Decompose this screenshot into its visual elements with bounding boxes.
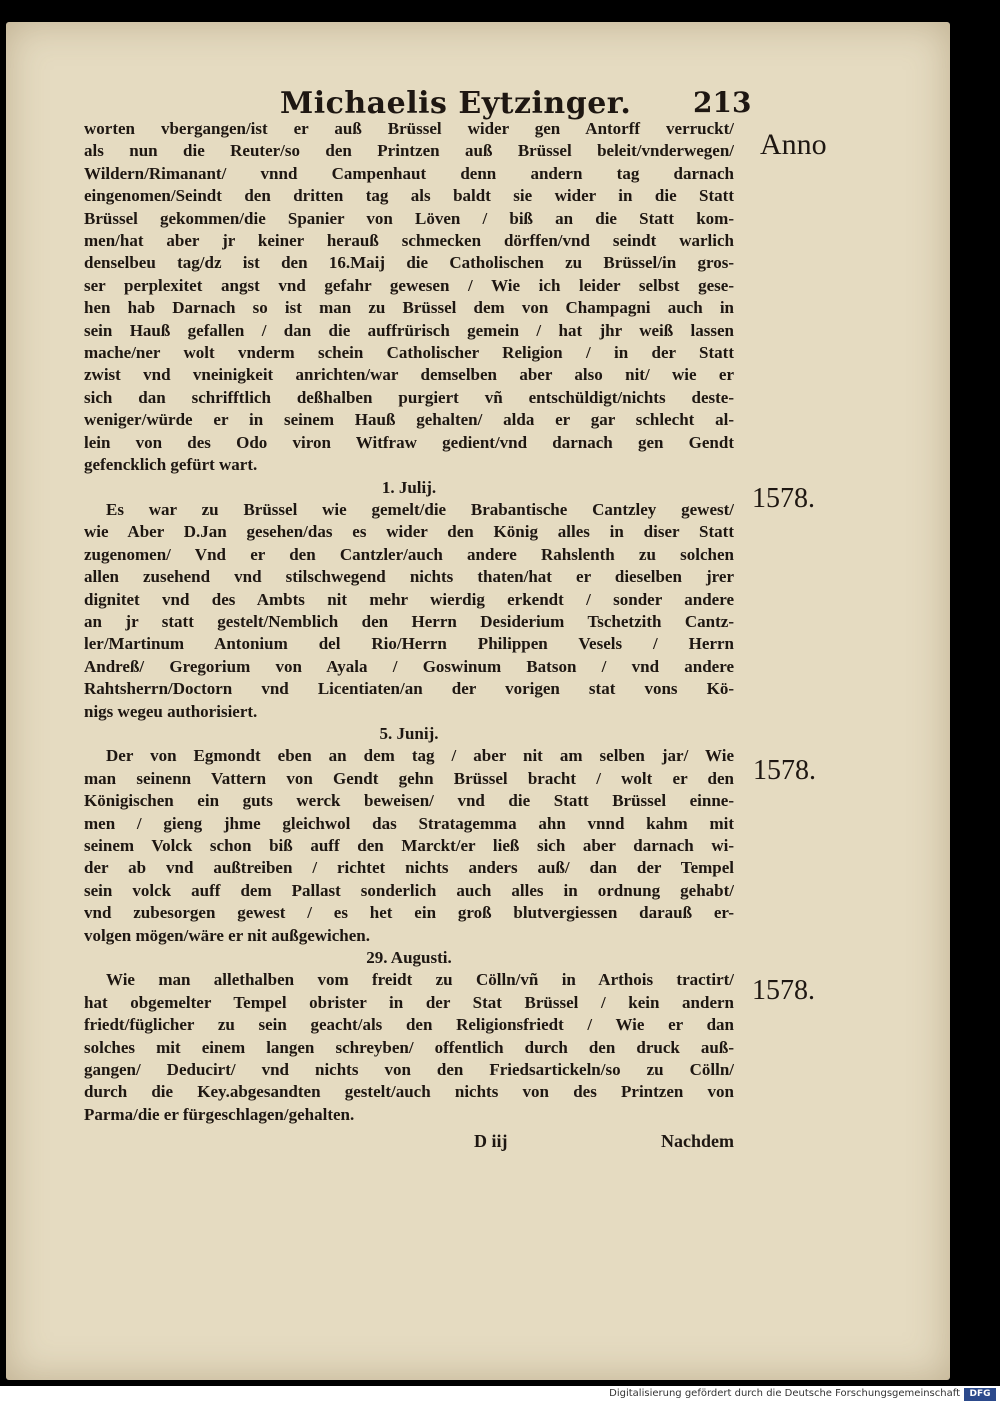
text-line: denselbeu tag/dz ist den 16.Maij die Catholischen zu Brüssel/in gros- xyxy=(84,253,734,273)
text-line: Andreß/ Gregorium von Ayala / Goswinum Batson / vnd andere xyxy=(84,656,734,676)
margin-year-1: 1578. xyxy=(752,483,815,514)
margin-year-3: 1578. xyxy=(752,975,815,1006)
date-heading-1: 1. Julij. xyxy=(381,477,437,497)
text-line: Der von Egmondt eben an dem tag / aber nit am selben jar/ Wie xyxy=(106,746,734,766)
paragraph-1 xyxy=(84,118,734,477)
text-line: men / gieng jhme gleichwol das Stratagemma ahn vnnd kahm mit xyxy=(84,813,734,833)
running-title: Michaelis Eytzinger. xyxy=(280,86,632,121)
text-line: solches mit einem langen schreyben/ offentlich durch den druck auß- xyxy=(84,1037,734,1057)
text-line: seinem Volck schon biß auff den Marckt/er ließ sich aber darnach wi- xyxy=(84,836,734,855)
catchword: Nachdem xyxy=(661,1131,734,1152)
text-line: gangen/ Deducirt/ vnd nichts von den Friedsartickeln/so zu Cölln/ xyxy=(84,1060,734,1080)
text-line: als nun die Reuter/so den Printzen auß Brüssel beleit/vnderwegen/ xyxy=(84,141,734,161)
footer-bar xyxy=(0,1386,1000,1404)
text-line: Königischen ein guts werck beweisen/ vnd die Statt Brüssel einne- xyxy=(84,791,734,811)
text-line: hen hab Darnach so ist man zu Brüssel dem von Champagni auch in xyxy=(84,298,734,318)
text-line: worten vbergangen/ist er auß Brüssel wider gen Antorff verruckt/ xyxy=(84,119,734,138)
text-line: friedt/füglicher zu sein geacht/als den Religionsfriedt / Wie er dan xyxy=(84,1015,734,1035)
funding-credit: Digitalisierung gefördert durch die Deutsche Forschungsgemeinschaft xyxy=(609,1388,960,1399)
text-line: vnd zubesorgen gewest / es het ein groß blutvergiessen darauß er- xyxy=(84,903,734,923)
paragraph-2 xyxy=(84,499,734,723)
text-line: sich dan schrifftlich deßhalben purgiert vñ entschüldigt/nichts deste- xyxy=(84,387,734,407)
text-line: hat obgemelter Tempel obrister in der Stat Brüssel / kein andern xyxy=(84,992,734,1012)
page-foot xyxy=(84,1130,734,1152)
text-line: der ab vnd außtreiben / richtet nichts anders auß/ dan der Tempel xyxy=(84,858,734,878)
text-line: mache/ner wolt vnderm schein Catholischer Religion / in der Statt xyxy=(84,343,734,363)
text-line: Es war zu Brüssel wie gemelt/die Brabantische Cantzley gewest/ xyxy=(106,499,734,519)
text-line: volgen mögen/wäre er nit außgewichen. xyxy=(84,925,370,945)
text-line: sein Hauß gefallen / dan die auffrürisch gemein / hat jhr weiß lassen xyxy=(84,320,734,340)
paragraph-3 xyxy=(84,745,734,947)
text-line: Parma/die er fürgeschlagen/gehalten. xyxy=(84,1104,355,1124)
text-line: dignitet vnd des Ambts nit mehr wierdig erkendt / sonder andere xyxy=(84,589,734,609)
text-line: eingenomen/Seindt den dritten tag als baldt sie wider in die Statt xyxy=(84,186,734,206)
text-line: ler/Martinum Antonium del Rio/Herrn Philippen Vesels / Herrn xyxy=(84,634,734,654)
text-line: nigs wegeu authorisiert. xyxy=(84,701,258,721)
text-line: zwist vnd vneinigkeit anrichten/war demselben aber also nit/ wie er xyxy=(84,365,734,385)
text-line: gefencklich gefürt wart. xyxy=(84,455,258,475)
text-line: wie Aber D.Jan gesehen/das es wider den König alles in diser Statt xyxy=(84,522,734,542)
text-line: durch die Key.abgesandten gestelt/auch nichts von des Printzen von xyxy=(84,1082,734,1102)
text-line: sein volck auff dem Pallast sonderlich auch alles in ordnung gehabt/ xyxy=(84,880,734,900)
text-line: lein von des Odo viron Witfraw gedient/vnd darnach gen Gendt xyxy=(84,432,734,452)
signature-mark: D iij xyxy=(474,1131,508,1152)
body-text xyxy=(84,118,734,1153)
margin-year-2: 1578. xyxy=(753,755,816,786)
text-line: Rahtsherrn/Doctorn vnd Licentiaten/an der vorigen stat vons Kö- xyxy=(84,679,734,699)
text-line: men/hat aber jr keiner herauß schmecken dörffen/vnd seindt warlich xyxy=(84,231,734,251)
paragraph-4 xyxy=(84,969,734,1126)
date-heading-3: 29. Augusti. xyxy=(366,948,452,968)
date-heading-2: 5. Junij. xyxy=(379,723,439,743)
page-number: 213 xyxy=(693,86,752,119)
margin-anno: Anno xyxy=(760,128,827,161)
text-line: weniger/würde er in seinem Hauß gehalten/ alda er gar schlecht al- xyxy=(84,410,734,430)
text-line: man seinenn Vattern von Gendt gehn Brüssel bracht / wolt er den xyxy=(84,768,734,788)
text-line: allen zusehend vnd stilschwegend nichts thaten/hat er dieselben jrer xyxy=(84,567,734,587)
text-line: ser perplexitet angst vnd gefahr gewesen / Wie ich leider selbst gese- xyxy=(84,275,734,295)
text-line: Wie man allethalben vom freidt zu Cölln/vñ in Arthois tractirt/ xyxy=(106,970,734,990)
text-line: Brüssel gekommen/die Spanier von Löven / biß an die Statt kom- xyxy=(84,208,734,228)
text-line: Wildern/Rimanant/ vnnd Campenhaut denn andern tag darnach xyxy=(84,163,734,183)
text-line: an jr statt gestelt/Nemblich den Herrn Desiderium Tschetzith Cantz- xyxy=(84,611,734,631)
dfg-logo-icon: DFG xyxy=(964,1388,996,1401)
text-line: zugenomen/ Vnd er den Cantzler/auch andere Rahslenth zu solchen xyxy=(84,544,734,564)
